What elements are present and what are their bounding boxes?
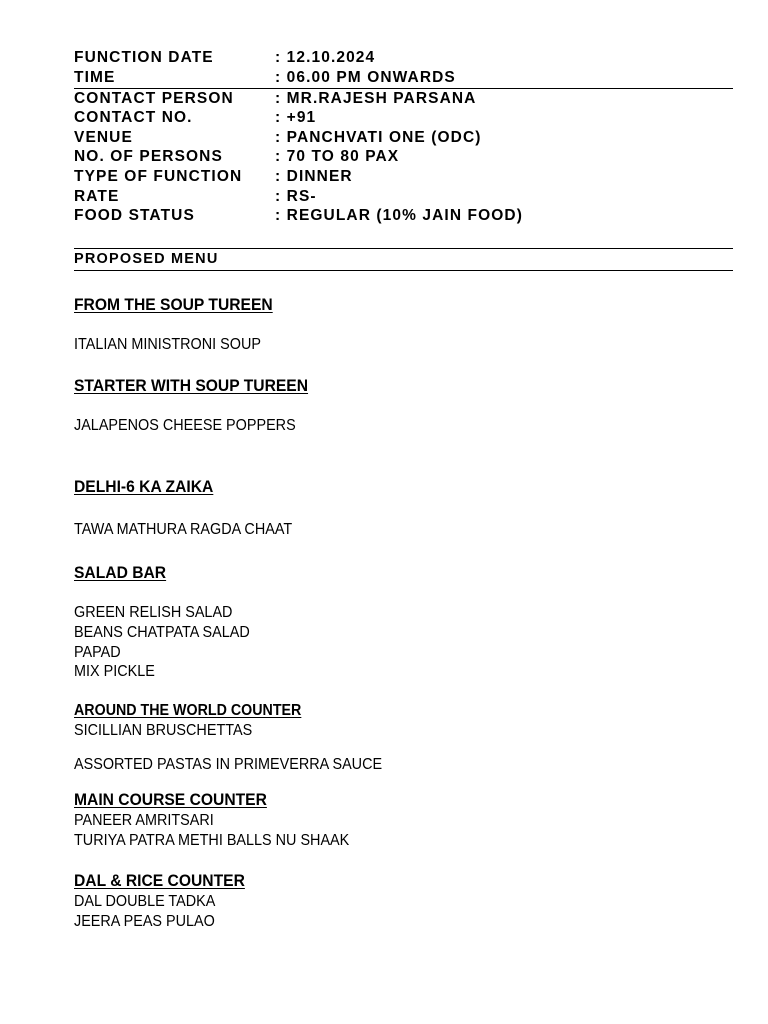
menu-item: PANEER AMRITSARI	[74, 812, 214, 829]
detail-value: : 06.00 PM ONWARDS	[275, 69, 456, 86]
section-title: DELHI-6 KA ZAIKA	[74, 477, 214, 496]
detail-value: : +91	[275, 109, 317, 126]
menu-item: PAPAD	[74, 644, 121, 661]
proposed-menu-heading: PROPOSED MENU	[74, 251, 219, 267]
divider-line	[74, 248, 733, 249]
detail-value: : 70 TO 80 PAX	[275, 148, 400, 165]
menu-item: ASSORTED PASTAS IN PRIMEVERRA SAUCE	[74, 756, 383, 773]
detail-value: : 12.10.2024	[275, 49, 376, 66]
section-title: FROM THE SOUP TUREEN	[74, 295, 273, 314]
detail-label: NO. OF PERSONS	[74, 148, 223, 165]
detail-label: TIME	[74, 69, 116, 86]
menu-item: BEANS CHATPATA SALAD	[74, 624, 250, 641]
detail-label: RATE	[74, 188, 120, 205]
detail-label: VENUE	[74, 129, 133, 146]
detail-value: : RS-	[275, 188, 317, 205]
detail-value: : PANCHVATI ONE (ODC)	[275, 129, 482, 146]
menu-item: GREEN RELISH SALAD	[74, 604, 233, 621]
menu-item: SICILLIAN BRUSCHETTAS	[74, 722, 253, 739]
detail-label: FOOD STATUS	[74, 207, 195, 224]
section-title: STARTER WITH SOUP TUREEN	[74, 376, 309, 395]
section-title: MAIN COURSE COUNTER	[74, 790, 267, 809]
detail-value: : MR.RAJESH PARSANA	[275, 90, 477, 107]
divider-line	[74, 270, 733, 271]
section-title: AROUND THE WORLD COUNTER	[74, 702, 302, 719]
menu-item: ITALIAN MINISTRONI SOUP	[74, 336, 261, 353]
menu-item: MIX PICKLE	[74, 663, 155, 680]
menu-item: TAWA MATHURA RAGDA CHAAT	[74, 521, 293, 538]
detail-value: : REGULAR (10% JAIN FOOD)	[275, 207, 523, 224]
menu-item: DAL DOUBLE TADKA	[74, 893, 216, 910]
menu-item: JALAPENOS CHEESE POPPERS	[74, 417, 296, 434]
detail-label: TYPE OF FUNCTION	[74, 168, 243, 185]
detail-label: CONTACT NO.	[74, 109, 193, 126]
detail-label: CONTACT PERSON	[74, 90, 234, 107]
detail-value: : DINNER	[275, 168, 353, 185]
divider-line	[74, 88, 733, 89]
section-title: DAL & RICE COUNTER	[74, 871, 245, 890]
detail-label: FUNCTION DATE	[74, 49, 214, 66]
menu-item: TURIYA PATRA METHI BALLS NU SHAAK	[74, 832, 350, 849]
section-title: SALAD BAR	[74, 563, 167, 582]
menu-item: JEERA PEAS PULAO	[74, 913, 215, 930]
